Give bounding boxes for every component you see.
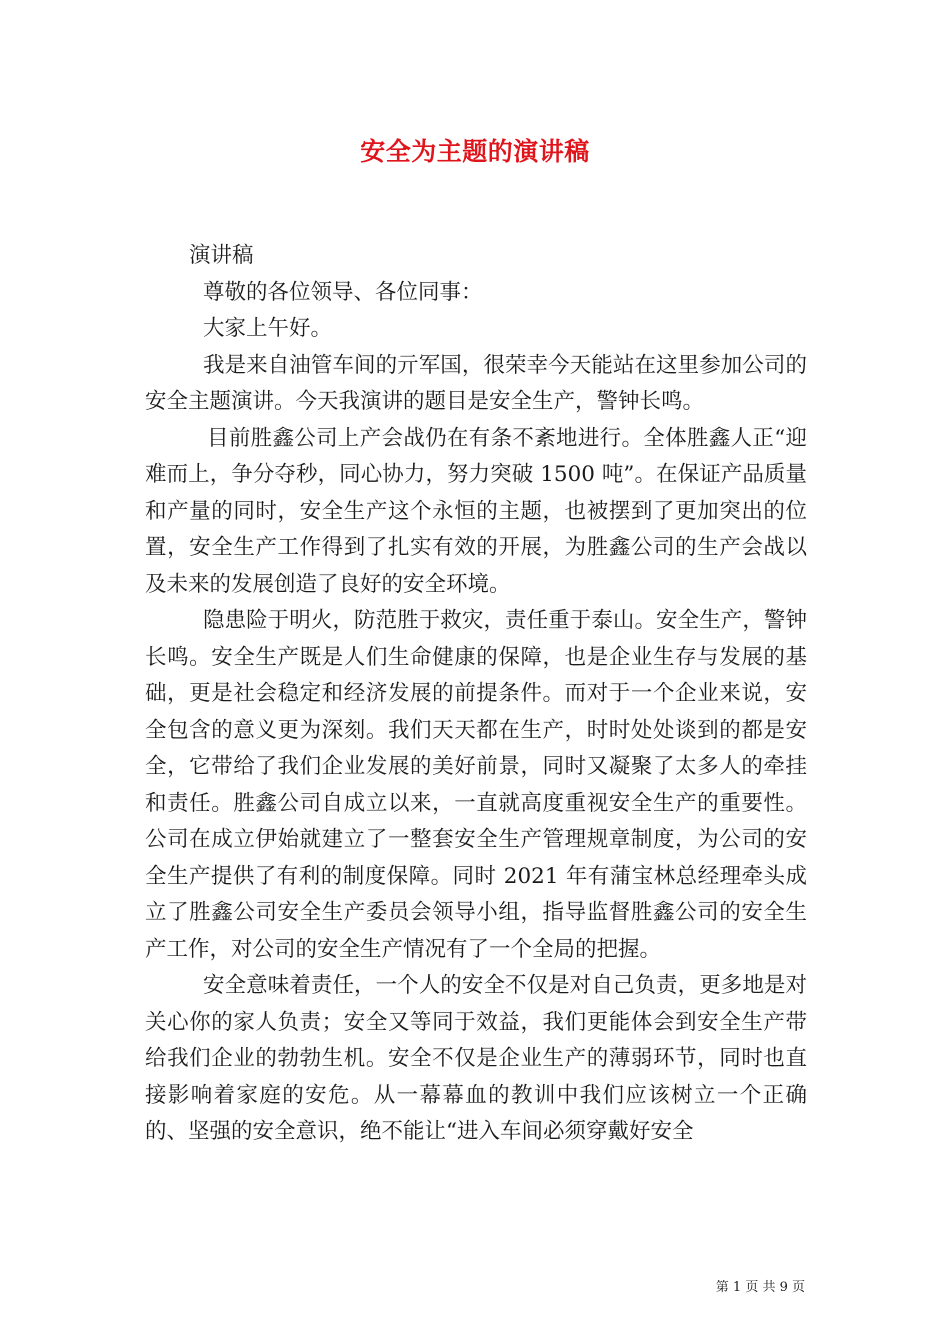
paragraph-safety-responsibility: 安全意味着责任，一个人的安全不仅是对自己负责，更多地是对关心你的家人负责；安全又等同于效益，我们更能体会到安全生产带给我们企业的勃勃生机。安全不仅是企业生产的薄弱环节，同时也直接影响着家庭的安危。从一幕幕血的教训中我们应该树立一个正确的、坚强的安全意识，绝不能让“进入车间必须穿戴好安全	[145, 973, 807, 1144]
page-number: 第 1 页 共 9 页	[715, 1280, 805, 1295]
document-body	[145, 238, 807, 1151]
document-title: 安全为主题的演讲稿	[360, 137, 590, 166]
paragraph-current-status: 目前胜鑫公司上产会战仍在有条不紊地进行。全体胜鑫人正“迎难而上，争分夺秒，同心协力，努力突破 1500 吨”。在保证产品质量和产量的同时，安全生产这个永恒的主题，也被摆到了更加突出的位置，安全生产工作得到了扎实有效的开展，为胜鑫公司的生产会战以及未来的发展创造了良好的安全环境。	[145, 425, 807, 597]
paragraph-intro: 我是来自油管车间的亓军国，很荣幸今天能站在这里参加公司的安全主题演讲。今天我演讲的题目是安全生产，警钟长鸣。	[145, 352, 807, 414]
paragraph-heading: 演讲稿	[189, 243, 254, 268]
paragraph-greeting: 大家上午好。	[203, 316, 333, 341]
paragraph-safety-importance: 隐患险于明火，防范胜于救灾，责任重于泰山。安全生产，警钟长鸣。安全生产既是人们生命健康的保障，也是企业生存与发展的基础，更是社会稳定和经济发展的前提条件。而对于一个企业来说，安全包含的意义更为深刻。我们天天都在生产，时时处处谈到的都是安全，它带给了我们企业发展的美好前景，同时又凝聚了太多人的牵挂和责任。胜鑫公司自成立以来，一直就高度重视安全生产的重要性。公司在成立伊始就建立了一整套安全生产管理规章制度，为公司的安全生产提供了有利的制度保障。同时 2021 年有蒲宝林总经理牵头成立了胜鑫公司安全生产委员会领导小组，指导监督胜鑫公司的安全生产工作，对公司的安全生产情况有了一个全局的把握。	[145, 608, 807, 962]
paragraph-salutation: 尊敬的各位领导、各位同事：	[203, 279, 483, 305]
